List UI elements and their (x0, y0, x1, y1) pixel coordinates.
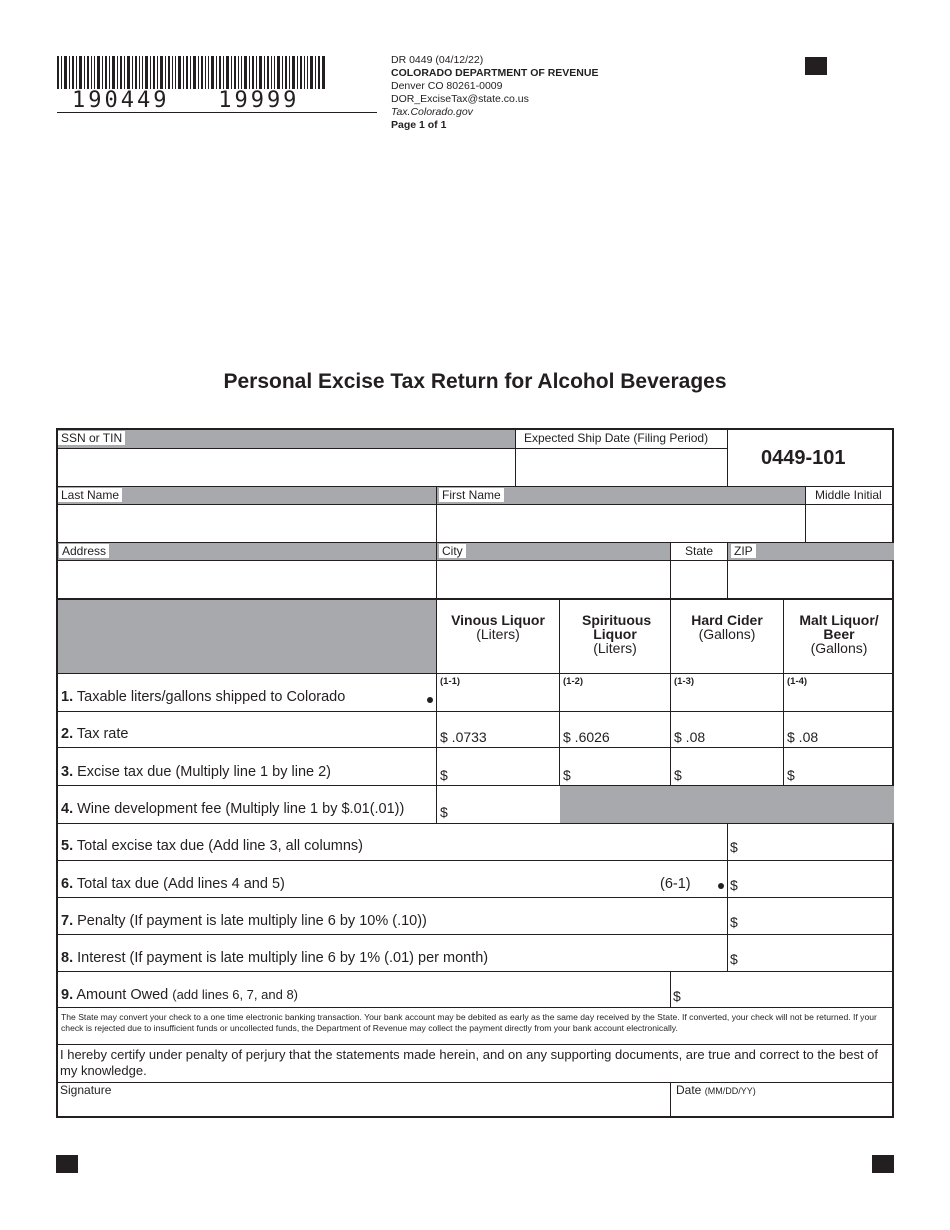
line-8-input[interactable]: $ (730, 951, 738, 967)
signature-label: Signature (60, 1083, 112, 1097)
registration-mark-bottom-right (872, 1155, 894, 1173)
line-3-label: 3. Excise tax due (Multiply line 1 by line 2) (61, 764, 331, 780)
department-city: Denver CO 80261-0009 (391, 80, 503, 92)
last-name-input[interactable] (58, 505, 436, 542)
zip-input[interactable] (728, 561, 894, 598)
column-unit: (Gallons) (698, 626, 756, 642)
line-4-label: 4. Wine development fee (Multiply line 1 by $.01(.01)) (61, 801, 405, 817)
required-bullet-icon (718, 883, 724, 889)
date-label: Date (MM/DD/YY) (676, 1083, 756, 1097)
address-label: Address (59, 544, 109, 558)
line-1-cider-input[interactable] (671, 687, 783, 711)
column-name: Hard Cider (691, 612, 763, 628)
city-shade (437, 543, 670, 560)
ship-date-input[interactable] (516, 449, 727, 486)
line-4-input[interactable]: $ (440, 804, 448, 820)
column-name: Malt Liquor/ Beer (799, 612, 879, 642)
first-name-input[interactable] (437, 505, 805, 542)
line-9-label: 9. Amount Owed (add lines 6, 7, and 8) (61, 987, 298, 1003)
column-header-malt (784, 613, 894, 655)
signature-field[interactable] (58, 1098, 670, 1117)
middle-initial-label: Middle Initial (812, 488, 885, 502)
line-5-label: 5. Total excise tax due (Add line 3, all columns) (61, 838, 363, 854)
barcode-image (57, 56, 325, 89)
line-3-cider-input[interactable]: $ (674, 767, 682, 783)
column-name: Spirituous Liquor (582, 612, 652, 642)
line-1-spirituous-input[interactable] (560, 687, 670, 711)
column-unit: (Gallons) (810, 640, 868, 656)
zip-label: ZIP (731, 544, 756, 558)
line-5-input[interactable]: $ (730, 839, 738, 855)
tax-rate-spirituous: $ .6026 (563, 729, 610, 745)
line-1-label: 1. Taxable liters/gallons shipped to Colorado (61, 689, 346, 705)
column-id: (1-4) (787, 676, 808, 687)
department-email: DOR_ExciseTax@state.co.us (391, 93, 529, 105)
form-number: 0449-101 (761, 447, 846, 469)
column-unit: (Liters) (476, 626, 520, 642)
column-header-vinous (437, 613, 559, 641)
line-4-shade (560, 786, 894, 823)
line-7-input[interactable]: $ (730, 914, 738, 930)
state-label: State (682, 544, 716, 558)
line-7-label: 7. Penalty (If payment is late multiply line 6 by 10% (.10)) (61, 913, 427, 929)
address-input[interactable] (58, 561, 436, 598)
column-header-hard-cider (671, 613, 783, 641)
column-id: (1-2) (563, 676, 584, 687)
ssn-label-shade (58, 430, 515, 448)
line-6-label: 6. Total tax due (Add lines 4 and 5) (61, 876, 285, 892)
last-name-label: Last Name (58, 488, 122, 502)
column-header-spirituous (560, 613, 670, 655)
barcode-divider (57, 112, 377, 113)
column-id: (1-3) (674, 676, 695, 687)
middle-initial-input[interactable] (806, 505, 894, 542)
column-name: Vinous Liquor (451, 612, 545, 628)
city-input[interactable] (437, 561, 670, 598)
required-bullet-icon (427, 697, 433, 703)
certification-statement: I hereby certify under penalty of perjury that the statements made herein, and on any supporting documents, are true and correct to the best of my knowledge. (60, 1047, 879, 1078)
state-input[interactable] (671, 561, 727, 598)
first-name-label: First Name (439, 488, 504, 502)
line-3-vinous-input[interactable]: $ (440, 767, 448, 783)
line-1-malt-input[interactable] (784, 687, 894, 711)
department-website: Tax.Colorado.gov (391, 106, 473, 118)
column-id: (1-1) (440, 676, 461, 687)
line-6-input[interactable]: $ (730, 877, 738, 893)
page-title: Personal Excise Tax Return for Alcohol Beverages (223, 370, 727, 393)
check-conversion-notice: The State may convert your check to a one time electronic banking transaction. Your bank account may be debited as early as the same day received by the State. If converted, your check will not be returned. If your check is rejected due to insufficient funds or uncollected funds, the Department of Revenue may collect the payment directly from your bank account electronically. (61, 1012, 877, 1033)
department-name: COLORADO DEPARTMENT OF REVENUE (391, 67, 599, 79)
registration-mark-top-right (805, 57, 827, 75)
line-1-vinous-input[interactable] (437, 687, 559, 711)
column-header-shade (58, 600, 436, 673)
ssn-input[interactable] (58, 449, 515, 486)
line-9-input[interactable]: $ (673, 988, 681, 1004)
line-3-spirituous-input[interactable]: $ (563, 767, 571, 783)
city-label: City (439, 544, 466, 558)
line-3-malt-input[interactable]: $ (787, 767, 795, 783)
address-shade (58, 543, 436, 560)
tax-rate-malt: $ .08 (787, 729, 819, 745)
ssn-label: SSN or TIN (58, 431, 125, 445)
date-field[interactable] (671, 1098, 894, 1117)
ship-date-label: Expected Ship Date (Filing Period) (521, 431, 711, 445)
tax-return-form (56, 428, 894, 1118)
header-info (391, 54, 598, 132)
line-2-label: 2. Tax rate (61, 726, 129, 742)
tax-rate-cider: $ .08 (674, 729, 706, 745)
tax-rate-vinous: $ .0733 (440, 729, 487, 745)
page-number: Page 1 of 1 (391, 119, 447, 131)
barcode-number: 190449 19999 (72, 88, 300, 113)
line-6-code: (6-1) (660, 876, 691, 892)
column-unit: (Liters) (593, 640, 637, 656)
line-8-label: 8. Interest (If payment is late multiply line 6 by 1% (.01) per month) (61, 950, 489, 966)
form-id: DR 0449 (04/12/22) (391, 54, 484, 66)
registration-mark-bottom-left (56, 1155, 78, 1173)
